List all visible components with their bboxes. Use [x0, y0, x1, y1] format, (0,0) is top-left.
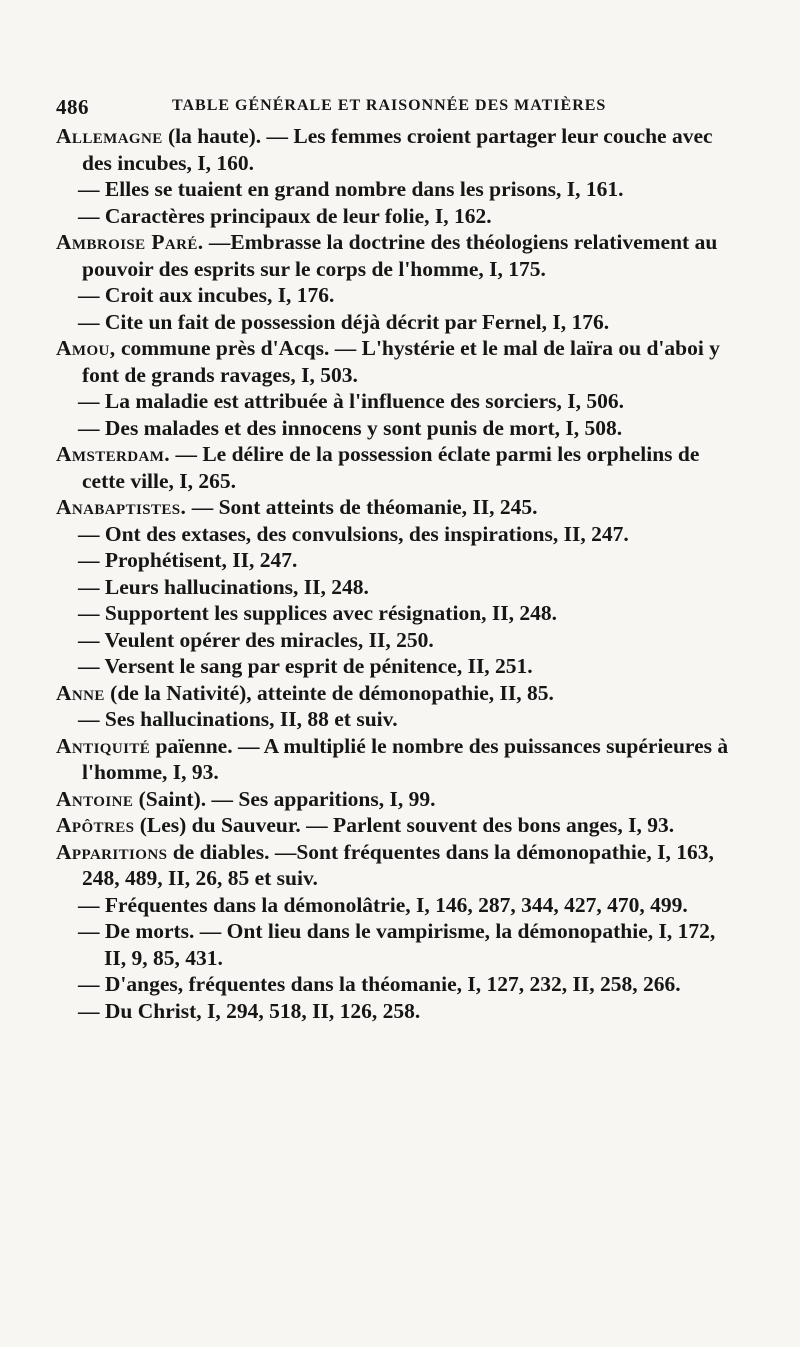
entry-text: de diables. —Sont fréquentes dans la démonopathie, I, 163, 248, 489, II, 26, 85 et suiv.	[82, 839, 714, 890]
entry-text: païenne. — A multiplié le nombre des puissances supérieures à l'homme, I, 93.	[82, 733, 729, 784]
running-title: TABLE GÉNÉRALE ET RAISONNÉE DES MATIÈRES	[172, 97, 607, 114]
index-entry-sub: — Supportent les supplices avec résignation, II, 248.	[78, 601, 558, 625]
index-entry-main	[56, 680, 742, 707]
entry-headword: Allemagne	[56, 124, 163, 148]
index-entry-sub: — Veulent opérer des miracles, II, 250.	[78, 627, 434, 652]
index-entry-main	[56, 494, 742, 521]
index-entry-sub: — Elles se tuaient en grand nombre dans les prisons, I, 161.	[78, 177, 624, 201]
entry-text: (de la Nativité), atteinte de démonopathie, II, 85.	[104, 680, 554, 705]
page-number: 486	[56, 95, 89, 119]
entry-text: (Saint). — Ses apparitions, I, 99.	[133, 786, 436, 811]
index-entry-sub: — Croit aux incubes, I, 176.	[78, 283, 335, 307]
index-entry-sub: — Versent le sang par esprit de pénitence, II, 251.	[78, 654, 533, 678]
index-entry-main	[56, 123, 742, 176]
entry-headword: Antiquité	[56, 733, 151, 758]
index-entry-sub: — De morts. — Ont lieu dans le vampirisme, la démonopathie, I, 172, II, 9, 85, 431.	[78, 919, 716, 970]
index-entries	[56, 123, 742, 1024]
index-entry-sub: — Du Christ, I, 294, 518, II, 126, 258.	[78, 998, 421, 1023]
index-entry-sub: — La maladie est attribuée à l'influence des sorciers, I, 506.	[78, 389, 625, 413]
entry-headword: Ambroise Paré.	[56, 230, 204, 254]
index-entry-sub: — Ses hallucinations, II, 88 et suiv.	[78, 707, 398, 731]
index-entry-sub: — Caractères principaux de leur folie, I, 162.	[78, 203, 492, 228]
entry-headword: Anne	[56, 680, 105, 705]
entry-text: (Les) du Sauveur. — Parlent souvent des bons anges, I, 93.	[134, 813, 675, 837]
index-entry-sub: — D'anges, fréquentes dans la théomanie, I, 127, 232, II, 258, 266.	[78, 972, 681, 996]
index-entry-sub: — Leurs hallucinations, II, 248.	[78, 574, 369, 599]
entry-text: — Le délire de la possession éclate parmi les orphelins de cette ville, I, 265.	[82, 442, 700, 493]
index-entry-main	[56, 786, 742, 813]
index-entry-sub: — Ont des extases, des convulsions, des inspirations, II, 247.	[78, 521, 629, 546]
index-entry-main	[56, 335, 742, 388]
entry-text: (la haute). — Les femmes croient partager leur couche avec des incubes, I, 160.	[82, 124, 713, 175]
index-entry-main	[56, 839, 742, 892]
index-entry-sub: — Prophétisent, II, 247.	[78, 548, 298, 572]
entry-text: — Sont atteints de théomanie, II, 245.	[186, 495, 538, 519]
entry-text: —Embrasse la doctrine des théologiens relativement au pouvoir des esprits sur le corps de l'homme, I, 175.	[82, 230, 718, 281]
entry-headword: Apparitions	[56, 839, 168, 864]
index-entry-sub: — Cite un fait de possession déjà décrit par Fernel, I, 176.	[78, 309, 610, 334]
index-entry-main	[56, 441, 742, 494]
index-entry-sub: — Des malades et des innocens y sont punis de mort, I, 508.	[78, 415, 623, 440]
entry-headword: Antoine	[56, 786, 134, 811]
index-entry-main	[56, 812, 742, 839]
entry-headword: Amsterdam.	[56, 442, 171, 466]
index-entry-main	[56, 733, 742, 786]
entry-headword: Amou,	[56, 336, 116, 360]
index-entry-main	[56, 229, 742, 282]
entry-text: commune près d'Acqs. — L'hystérie et le mal de laïra ou d'aboi y font de grands ravages, I, 503.	[82, 336, 720, 387]
index-entry-sub: — Fréquentes dans la démonolâtrie, I, 146, 287, 344, 427, 470, 499.	[78, 892, 688, 917]
entry-headword: Apôtres	[56, 813, 135, 837]
entry-headword: Anabaptistes.	[56, 495, 187, 519]
